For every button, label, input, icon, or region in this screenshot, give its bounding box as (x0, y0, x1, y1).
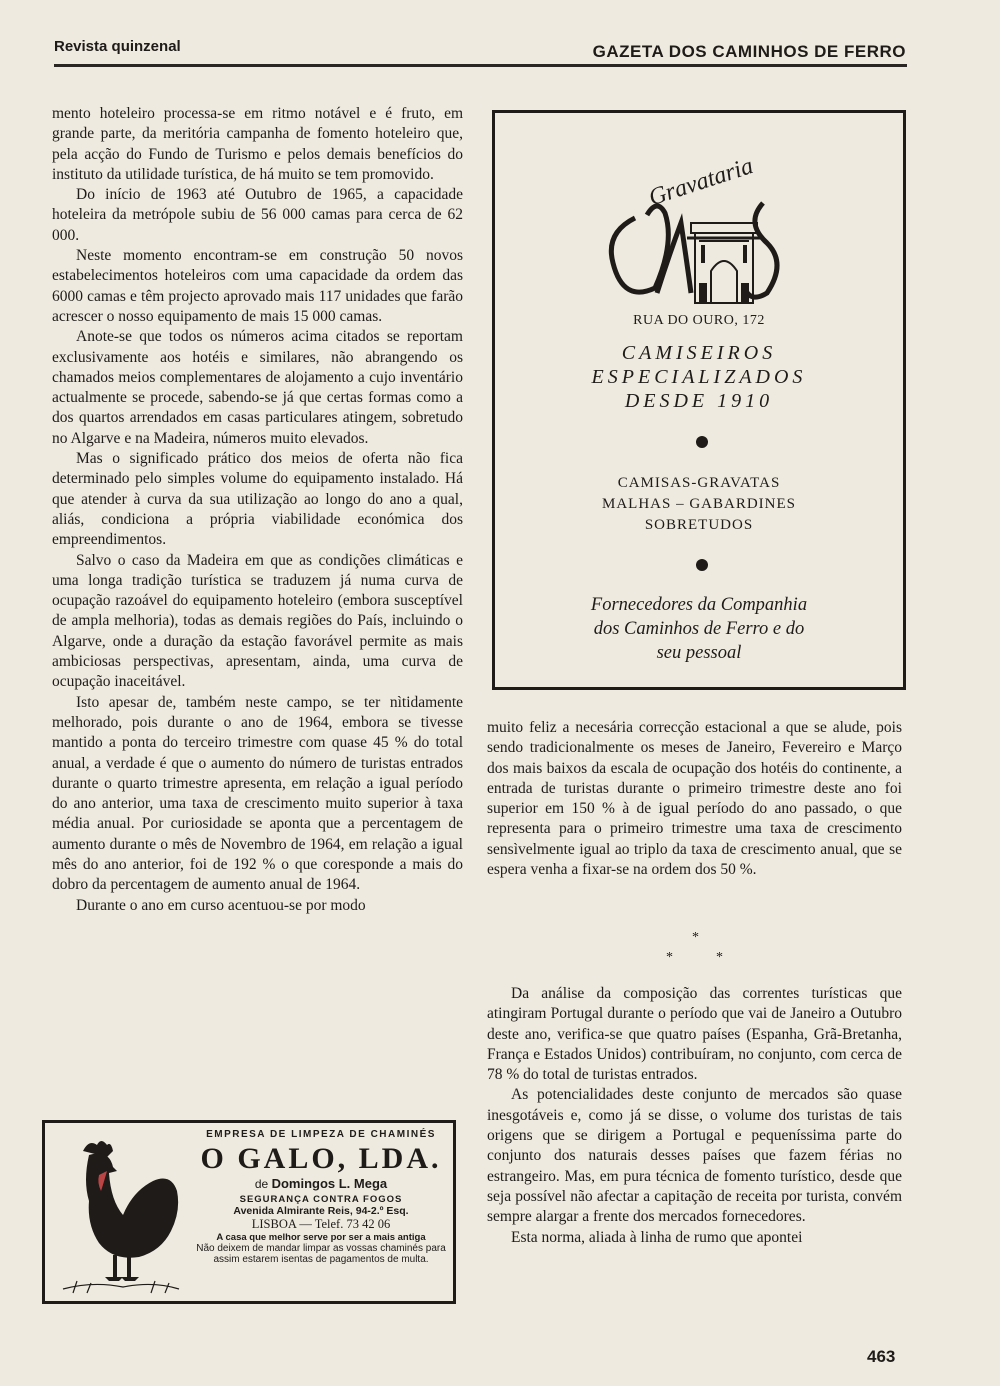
star-glyph: * (666, 950, 673, 965)
star-glyph: * (716, 950, 723, 965)
tagline-line: CAMISEIROS (621, 342, 777, 364)
paragraph: Mas o significado prático dos meios de oferta não fica determinado pelo simples volume do equipamento instalado. Há que atender à curva da sua utilização ao longo do ano a qual, aliás, condiciona a própria viabilidade económica dos empreendimentos. (52, 450, 463, 549)
notice-text: Não deixem de mandar limpar as vossas chaminés para assim estarem isentas de pagamentos de multa. (196, 1243, 446, 1265)
galo-text-block (190, 1129, 452, 1265)
tagline-line: ESPECIALIZADOS (591, 366, 807, 388)
right-column-top (487, 718, 902, 880)
service-line: SEGURANÇA CONTRA FOGOS (239, 1194, 403, 1205)
owner-prefix: de (254, 1177, 269, 1191)
paragraph: Durante o ano em curso acentuou-se por modo (76, 896, 366, 914)
left-column (52, 104, 463, 916)
running-header-right: GAZETA DOS CAMINHOS DE FERRO (592, 42, 906, 61)
ad-products (495, 473, 903, 536)
page-number: 463 (867, 1347, 896, 1366)
paragraph: Da análise da composição das correntes turísticas que atingiram Portugal durante o período que vai de Janeiro a Outubro deste ano, verifica-se que quatro países (Espanha, Grã-Bretanha, França e Estados Unidos) contribuíram, no conjunto, com cerca de 78 % do total de turistas entrados. (487, 985, 902, 1084)
logo-top-text: Gravataria (645, 153, 757, 212)
running-header-left: Revista quinzenal (54, 38, 181, 55)
rooster-illustration (53, 1131, 183, 1296)
slogan-line: A casa que melhor serve por ser a mais antiga (216, 1232, 426, 1243)
gravataria-paris-logo (595, 143, 795, 313)
address-line: Avenida Almirante Reis, 94-2.º Esq. (233, 1205, 409, 1217)
o-galo-ad (42, 1120, 456, 1304)
paragraph: Anote-se que todos os números acima citados se reportam exclusivamente aos hotéis e similares, não abrangendo os chamados meios complementares de alojamento a cujo inventário actualmente se procede, sabendo-se já que certas formas como a dos quartos arrendados em casas particulares atingem, sobretudo no Algarve e na Madeira, números muito elevados. (52, 328, 463, 447)
gravataria-paris-ad (492, 110, 906, 690)
right-column-bottom (487, 984, 902, 1248)
paragraph: Isto apesar de, também neste campo, se ter nìtidamente melhorado, pois durante o ano de 1964, embora se tivesse mantido a ponta do terceiro trimestre com quase 45 % do total anual, a verdade é que o aumento do número de turistas entrados durante o quarto trimestre apresenta, em relação a igual período do ano anterior, uma taxa de crescimento muito superior à taxa média anual. Por curiosidade se aponta que a percentagem de aumento durante o mês de Novembro de 1964, em relação a igual mês do ano anterior, foi de 192 % o que coresponde a mais do dobro da percentagem de aumento anual de 1964. (52, 693, 463, 894)
ad-supplier-note (495, 593, 903, 665)
paragraph: Salvo o caso da Madeira em que as condições climáticas e uma longa tradição turística se traduzem já numa curva de ocupação razoável do equipamento hoteleiro (embora susceptível de ampla melhoria), todas as demais regiões do País, incluindo o Algarve, onde a duração da estação favorável permite as mais ambiciosas perspectivas, apresentam, ainda, uma curva de ocupação inaceitável. (52, 551, 463, 691)
header-rule (54, 64, 907, 67)
tagline-line: DESDE 1910 (624, 390, 774, 412)
company-name: O GALO, LDA. (200, 1142, 442, 1175)
bullet-dot (696, 559, 708, 571)
owner-name: Domingos L. Mega (271, 1176, 388, 1191)
paragraph: Neste momento encontram-se em construção 50 novos estabelecimentos hoteleiros com uma capacidade da ordem das 6000 camas e têm projecto aprovado mais 117 unidades que farão acrescer o nosso equipamento de mais 15 000 camas. (52, 247, 463, 325)
paragraph: As potencialidades deste conjunto de mercados são quase inesgotáveis e, como já se disse, o volume dos turistas de tais origens que se dirigem a Portugal e pequeníssima parte do conjunto dos naturais desses países que fazem férias no estrangeiro. Mas, em pura técnica de fomento turístico, desde que seja possível não afectar a capitação de receita por turista, convém sempre alargar a frente dos mercados fornecedores. (487, 1086, 902, 1226)
paragraph: mento hoteleiro processa-se em ritmo notável e é fruto, em grande parte, da meritória campanha de fomento hoteleiro que, pela acção do Fundo de Turismo e pelos demais benefícios do instituto da utilidade turística, de há muito se tem promovido. (52, 105, 463, 183)
paragraph: muito feliz a necesária correcção estacional a que se alude, pois sendo tradicionalmente os meses de Janeiro, Fevereiro e Março dos mais baixos da escala de ocupação dos hotéis do continente, a entrada de turistas durante o primeiro trimestre deste ano foi superior em 150 % à de igual período do ano passado, o que representa para o primeiro trimestre uma taxa de crescimento sensìvelmente igual ao triplo da taxa de crescimento anual, que se espera venha a fixar-se na ordem dos 50 %. (487, 719, 902, 879)
owner-line (190, 1176, 452, 1191)
supplier-line: dos Caminhos de Ferro e do (593, 619, 805, 639)
ad-tagline (495, 341, 903, 413)
star-glyph: * (692, 930, 699, 945)
supplier-line: Fornecedores da Companhia (590, 595, 808, 615)
paragraph: Esta norma, aliada à linha de rumo que apontei (511, 1228, 803, 1246)
company-type: EMPRESA DE LIMPEZA DE CHAMINÉS (206, 1129, 436, 1140)
section-separator (660, 930, 740, 970)
bullet-dot (696, 436, 708, 448)
paragraph: Do início de 1963 até Outubro de 1965, a capacidade hoteleira da metrópole subiu de 56 000 camas para cerca de 62 000. (52, 186, 463, 244)
supplier-line: seu pessoal (656, 643, 742, 663)
product-line: SOBRETUDOS (644, 517, 754, 533)
product-line: MALHAS – GABARDINES (601, 496, 796, 512)
product-line: CAMISAS-GRAVATAS (617, 475, 781, 491)
phone-line: LISBOA — Telef. 73 42 06 (251, 1217, 391, 1231)
ad-street-address: RUA DO OURO, 172 (633, 313, 765, 328)
